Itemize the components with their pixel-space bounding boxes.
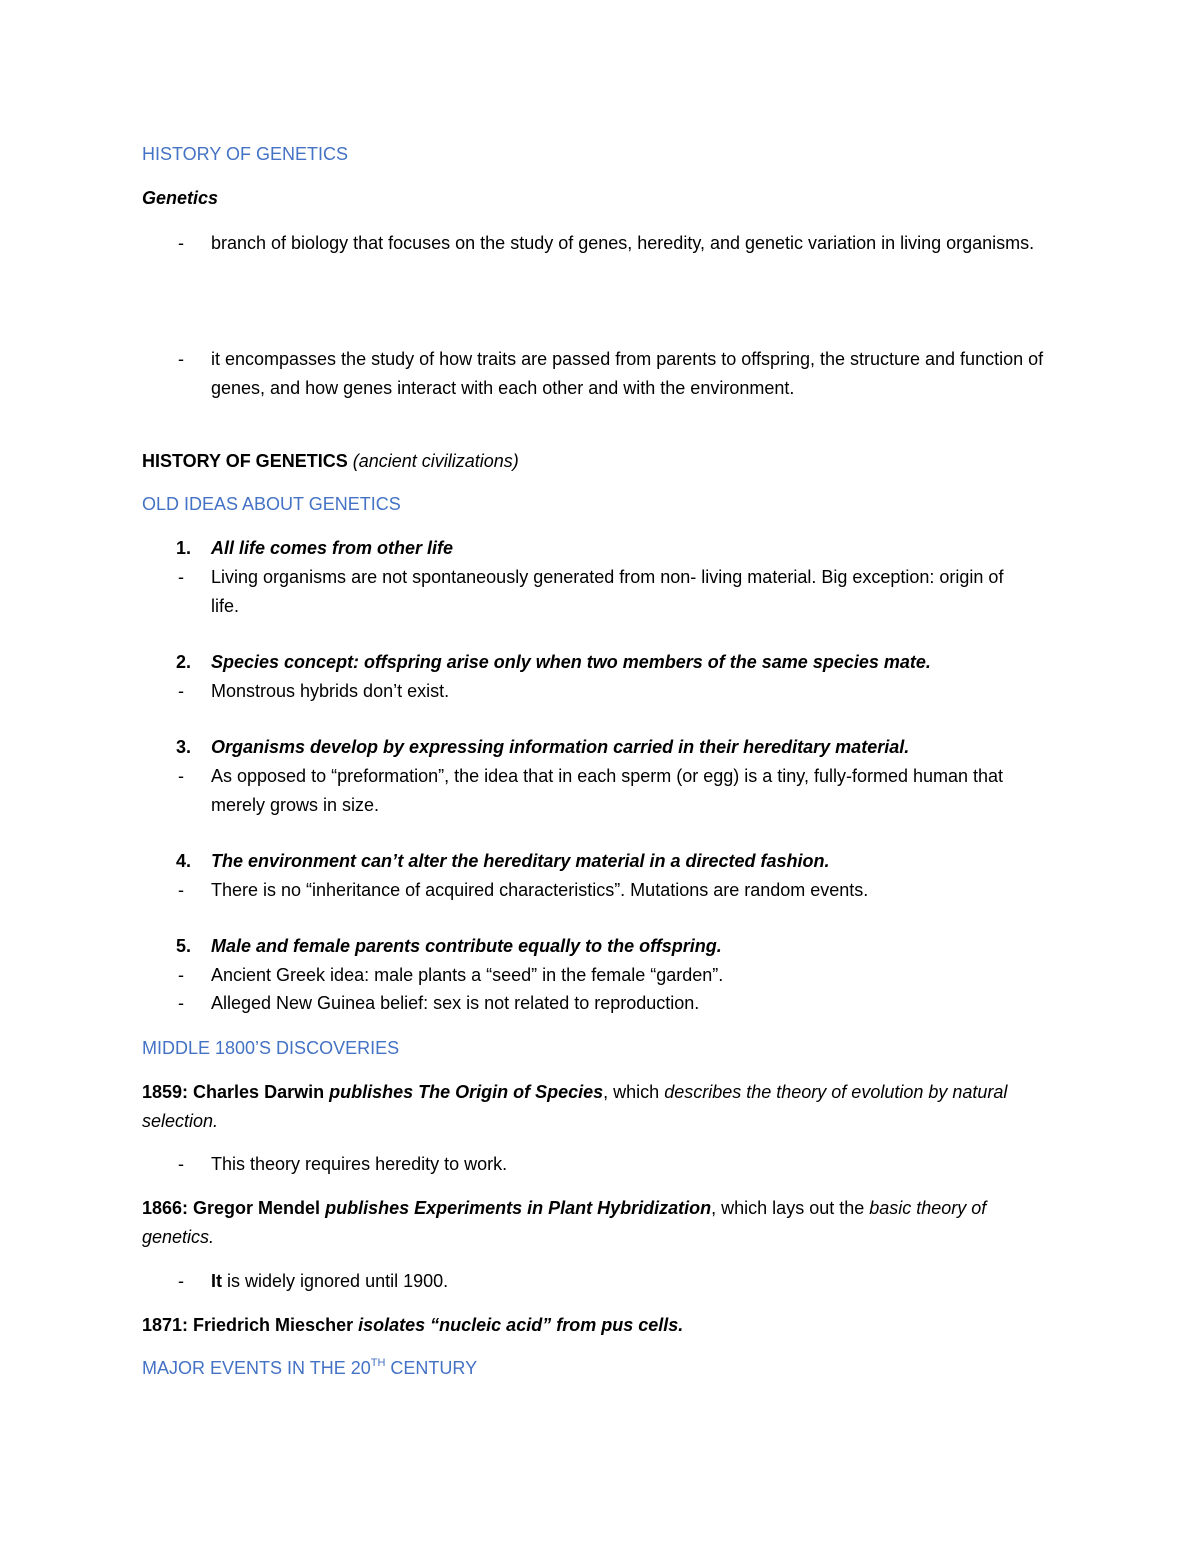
idea-title-3: Organisms develop by expressing information carried in their hereditary material. [211, 737, 910, 757]
idea-bullet-1: Living organisms are not spontaneously generated from non- living material. Big exception: origin of life. [211, 567, 1004, 616]
genetics-term: Genetics [142, 188, 219, 208]
history-ancient-italic: (ancient civilizations) [352, 451, 519, 471]
page-title: HISTORY OF GENETICS [142, 144, 349, 164]
bullet-text: it encompasses the study of how traits are passed from parents to offspring, the structure and function of genes, and how genes interact with each other and with the environment. [211, 349, 1044, 398]
idea-title-5: Male and female parents contribute equally to the offspring. [211, 936, 722, 956]
mendel-bullet [211, 1267, 1091, 1296]
idea-bullet-5b: Alleged New Guinea belief: sex is not related to reproduction. [211, 993, 700, 1013]
mendel-bullet-bold: It [211, 1271, 222, 1291]
idea-bullet-3: As opposed to “preformation”, the idea that in each sperm (or egg) is a tiny, fully-formed human that merely grows in size. [211, 766, 1004, 815]
middle-1800s-heading: MIDDLE 1800’S DISCOVERIES [142, 1038, 400, 1058]
darwin-title: publishes The Origin of Species [329, 1082, 604, 1102]
major-events-sup: TH [370, 1357, 386, 1369]
history-ancient-heading [142, 447, 519, 476]
idea-bullet-2: Monstrous hybrids don’t exist. [211, 681, 450, 701]
bullet-marker: - [178, 349, 184, 369]
idea-number-4: 4. [176, 851, 192, 871]
bullet-marker: - [178, 965, 184, 985]
major-events-post: CENTURY [385, 1358, 478, 1378]
darwin-paragraph [142, 1078, 1022, 1136]
idea-bullet-5a: Ancient Greek idea: male plants a “seed” in the female “garden”. [211, 965, 724, 985]
idea-number-2: 2. [176, 652, 192, 672]
darwin-italic: describes the theory of evolution by natural selection. [142, 1082, 1008, 1131]
darwin-plain: , which [603, 1082, 665, 1102]
bullet-marker: - [178, 567, 184, 587]
idea-title-2: Species concept: offspring arise only when two members of the same species mate. [211, 652, 931, 672]
mendel-title: publishes Experiments in Plant Hybridization [325, 1198, 712, 1218]
mendel-bullet-rest: is widely ignored until 1900. [222, 1271, 449, 1291]
idea-number-5: 5. [176, 936, 192, 956]
bullet-marker: - [178, 880, 184, 900]
idea-title-1: All life comes from other life [211, 538, 454, 558]
idea-bullet-4: There is no “inheritance of acquired characteristics”. Mutations are random events. [211, 880, 869, 900]
mendel-paragraph [142, 1194, 1042, 1252]
miescher-paragraph [142, 1311, 683, 1340]
bullet-text: branch of biology that focuses on the study of genes, heredity, and genetic variation in living organisms. [211, 233, 1035, 253]
bullet-marker: - [178, 233, 184, 253]
idea-number-3: 3. [176, 737, 192, 757]
idea-title-4: The environment can’t alter the hereditary material in a directed fashion. [211, 851, 830, 871]
major-events-pre: MAJOR EVENTS IN THE 20 [142, 1358, 371, 1378]
mendel-italic: basic theory of genetics. [142, 1198, 987, 1247]
bullet-marker: - [178, 766, 184, 786]
major-events-heading [142, 1354, 477, 1383]
history-ancient-bold: HISTORY OF GENETICS [142, 451, 348, 471]
bullet-marker: - [178, 1271, 184, 1291]
miescher-rest: isolates “nucleic acid” from pus cells. [358, 1315, 684, 1335]
bullet-marker: - [178, 681, 184, 701]
darwin-bullet: This theory requires heredity to work. [211, 1154, 508, 1174]
mendel-plain: , which lays out the [711, 1198, 870, 1218]
darwin-year-name: 1859: Charles Darwin [142, 1082, 325, 1102]
miescher-year-name: 1871: Friedrich Miescher [142, 1315, 354, 1335]
bullet-marker: - [178, 993, 184, 1013]
idea-number-1: 1. [176, 538, 192, 558]
old-ideas-heading: OLD IDEAS ABOUT GENETICS [142, 494, 401, 514]
bullet-marker: - [178, 1154, 184, 1174]
mendel-year-name: 1866: Gregor Mendel [142, 1198, 321, 1218]
